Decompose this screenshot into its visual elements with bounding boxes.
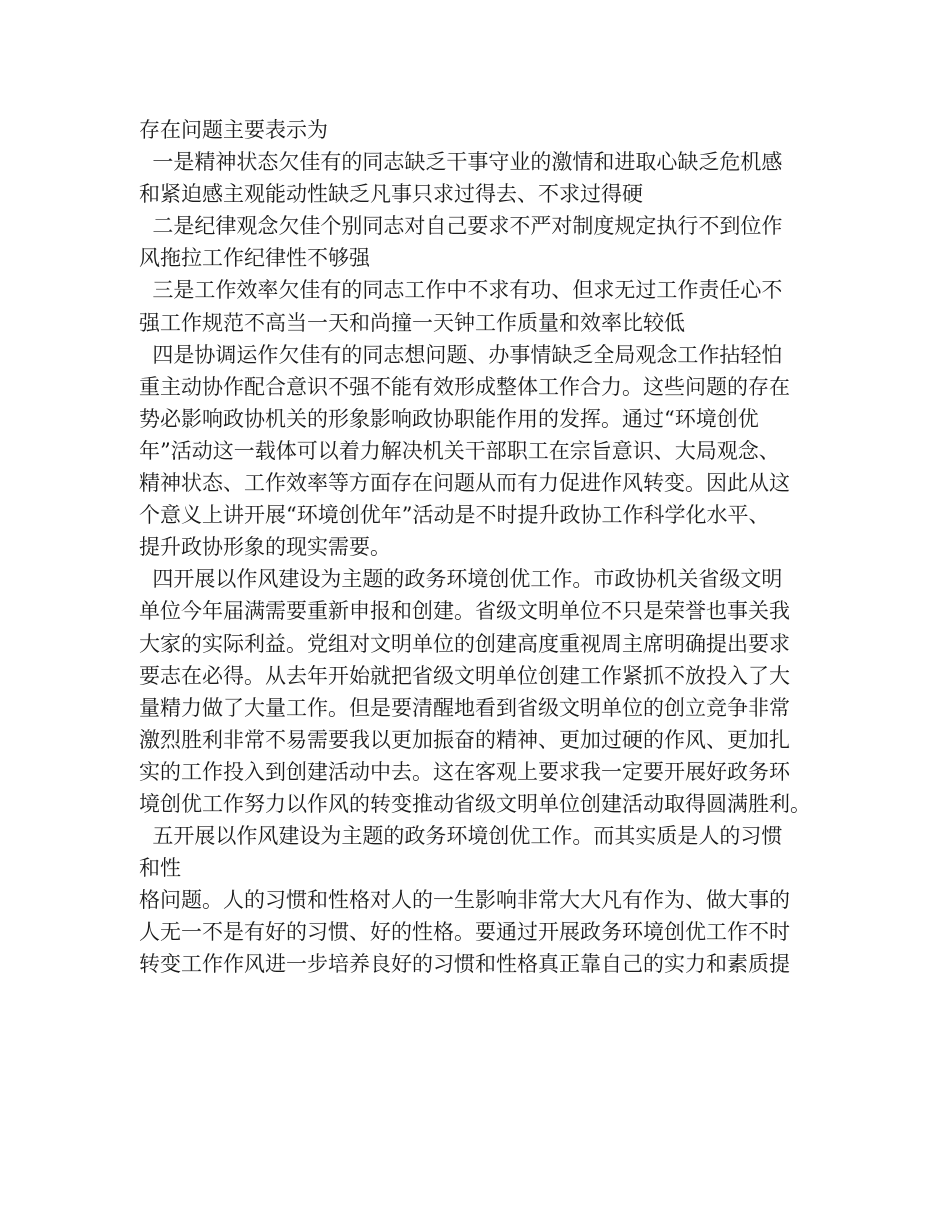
text-line: 人无一不是有好的习惯、好的性格。要通过开展政务环境创优工作不时 xyxy=(139,920,790,945)
text-line: 重主动协作配合意识不强不能有效形成整体工作合力。这些问题的存在 xyxy=(139,374,790,399)
text-line: 一是精神状态欠佳有的同志缺乏干事守业的激情和进取心缺乏危机感 xyxy=(139,150,783,175)
text-line: 三是工作效率欠佳有的同志工作中不求有功、但求无过工作责任心不 xyxy=(139,278,783,303)
text-line: 风拖拉工作纪律性不够强 xyxy=(139,246,370,271)
body-text xyxy=(139,114,839,981)
text-line: 四开展以作风建设为主题的政务环境创优工作。市政协机关省级文明 xyxy=(139,567,783,592)
text-line: 实的工作投入到创建活动中去。这在客观上要求我一定要开展好政务环 xyxy=(139,759,790,784)
text-line: 四是协调运作欠佳有的同志想问题、办事情缺乏全局观念工作拈轻怕 xyxy=(139,342,783,367)
text-line: 大家的实际利益。党组对文明单位的创建高度重视周主席明确提出要求 xyxy=(139,631,790,656)
text-line: 单位今年届满需要重新申报和创建。省级文明单位不只是荣誉也事关我 xyxy=(139,599,790,624)
text-line: 提升政协形象的现实需要。 xyxy=(139,535,391,560)
text-line: 境创优工作努力以作风的转变推动省级文明单位创建活动取得圆满胜利。 xyxy=(139,791,811,816)
text-line: 势必影响政协机关的形象影响政协职能作用的发挥。通过“环境创优 xyxy=(139,406,759,431)
text-line: 个意义上讲开展“环境创优年”活动是不时提升政协工作科学化水平、 xyxy=(139,503,770,528)
text-line: 量精力做了大量工作。但是要清醒地看到省级文明单位的创立竞争非常 xyxy=(139,695,790,720)
text-line: 转变工作作风进一步培养良好的习惯和性格真正靠自己的实力和素质提 xyxy=(139,952,790,977)
text-line: 和紧迫感主观能动性缺乏凡事只求过得去、不求过得硬 xyxy=(139,182,643,207)
text-line: 二是纪律观念欠佳个别同志对自己要求不严对制度规定执行不到位作 xyxy=(139,214,783,239)
text-line: 年”活动这一载体可以着力解决机关干部职工在宗旨意识、大局观念、 xyxy=(139,438,780,463)
text-line: 要志在必得。从去年开始就把省级文明单位创建工作紧抓不放投入了大 xyxy=(139,663,790,688)
text-line: 存在问题主要表示为 xyxy=(139,118,328,142)
text-line: 精神状态、工作效率等方面存在问题从而有力促进作风转变。因此从这 xyxy=(139,471,790,496)
text-line: 格问题。人的习惯和性格对人的一生影响非常大大凡有作为、做大事的 xyxy=(139,888,790,913)
text-line: 和性 xyxy=(139,856,181,881)
text-line: 强工作规范不高当一天和尚撞一天钟工作质量和效率比较低 xyxy=(139,310,685,335)
text-line: 五开展以作风建设为主题的政务环境创优工作。而其实质是人的习惯 xyxy=(139,824,783,849)
text-line: 激烈胜利非常不易需要我以更加振奋的精神、更加过硬的作风、更加扎 xyxy=(139,727,790,752)
